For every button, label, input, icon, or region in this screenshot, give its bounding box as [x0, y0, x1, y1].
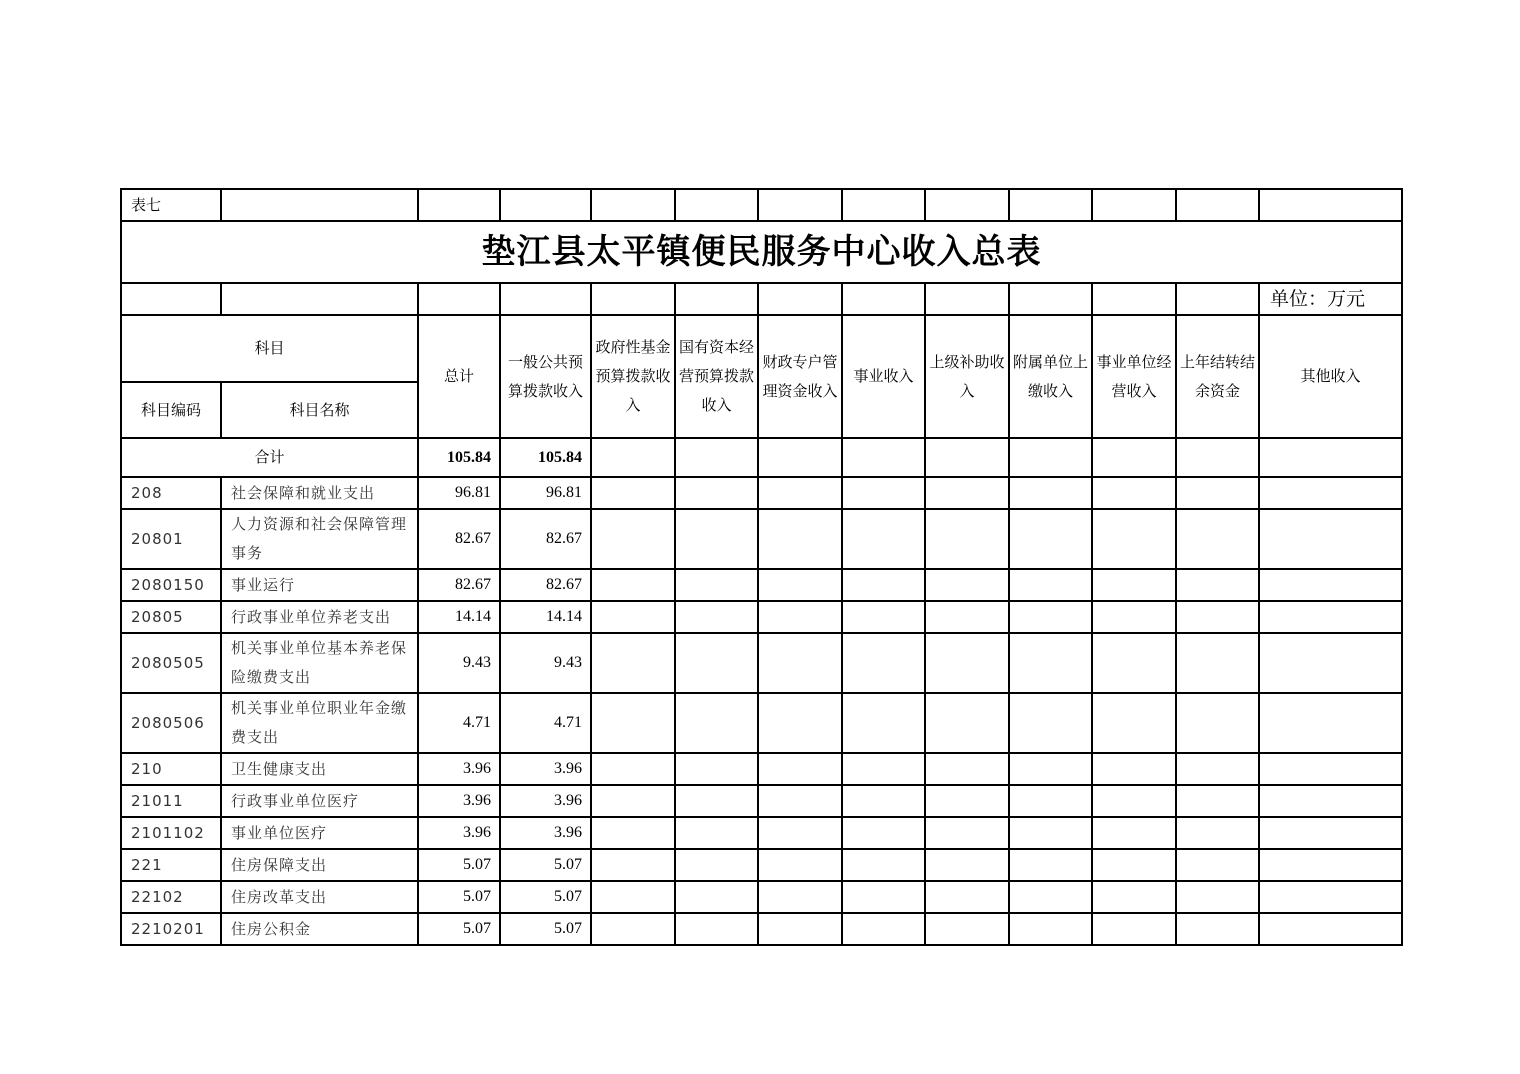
empty-cell — [675, 601, 758, 633]
empty-cell — [1259, 693, 1402, 753]
unit-label: 单位：万元 — [1259, 283, 1402, 315]
table-row — [121, 881, 1402, 913]
empty-cell — [758, 693, 842, 753]
total-value: 3.96 — [418, 753, 500, 785]
header-code: 科目编码 — [121, 382, 221, 438]
empty-cell — [1176, 569, 1259, 601]
empty-cell — [925, 913, 1009, 945]
empty-cell — [1009, 693, 1092, 753]
empty-cell — [1092, 753, 1176, 785]
header-col: 上级补助收入 — [925, 315, 1009, 438]
empty-cell — [925, 785, 1009, 817]
empty-cell — [842, 881, 925, 913]
empty-cell — [1259, 633, 1402, 693]
general-budget-value: 3.96 — [500, 785, 591, 817]
empty-cell — [591, 753, 675, 785]
subject-code: 210 — [121, 753, 221, 785]
empty-cell — [591, 881, 675, 913]
total-value: 14.14 — [418, 601, 500, 633]
empty-cell — [925, 817, 1009, 849]
empty-cell — [591, 633, 675, 693]
empty-cell — [1259, 601, 1402, 633]
empty-cell — [1259, 817, 1402, 849]
subject-name: 住房公积金 — [221, 913, 418, 945]
empty-cell — [1259, 569, 1402, 601]
general-budget-value: 4.71 — [500, 693, 591, 753]
empty-cell — [1176, 693, 1259, 753]
general-budget-value: 96.81 — [500, 477, 591, 509]
empty-cell — [925, 849, 1009, 881]
subject-name: 卫生健康支出 — [221, 753, 418, 785]
empty-cell — [1009, 913, 1092, 945]
header-name: 科目名称 — [221, 382, 418, 438]
general-budget-value: 5.07 — [500, 913, 591, 945]
empty-cell — [1176, 913, 1259, 945]
total-label: 合计 — [121, 438, 418, 477]
empty-cell — [1092, 817, 1176, 849]
empty-cell — [1176, 785, 1259, 817]
header-subject: 科目 — [121, 315, 418, 382]
header-col: 上年结转结余资金 — [1176, 315, 1259, 438]
empty-cell — [1009, 509, 1092, 569]
empty-cell — [925, 509, 1009, 569]
empty-cell — [1259, 849, 1402, 881]
empty-cell — [1092, 849, 1176, 881]
general-budget-value: 5.07 — [500, 849, 591, 881]
empty-cell — [1009, 753, 1092, 785]
empty-cell — [1009, 601, 1092, 633]
empty-cell — [1259, 881, 1402, 913]
subject-name: 事业单位医疗 — [221, 817, 418, 849]
general-budget-value: 82.67 — [500, 509, 591, 569]
empty-cell — [591, 477, 675, 509]
empty-cell — [675, 753, 758, 785]
empty-cell — [1092, 693, 1176, 753]
empty-cell — [842, 633, 925, 693]
total-value: 5.07 — [418, 849, 500, 881]
empty-cell — [758, 849, 842, 881]
empty-cell — [675, 849, 758, 881]
empty-cell — [1176, 753, 1259, 785]
empty-cell — [1176, 633, 1259, 693]
empty-cell — [842, 913, 925, 945]
empty-cell — [591, 569, 675, 601]
subject-name: 事业运行 — [221, 569, 418, 601]
empty-cell — [842, 693, 925, 753]
empty-cell — [591, 913, 675, 945]
empty-cell — [1176, 849, 1259, 881]
subject-name: 行政事业单位养老支出 — [221, 601, 418, 633]
table-label-row — [121, 189, 1402, 221]
empty-cell — [925, 693, 1009, 753]
income-summary-table — [120, 188, 1403, 946]
empty-cell — [925, 753, 1009, 785]
general-budget-value: 9.43 — [500, 633, 591, 693]
empty-cell — [1092, 477, 1176, 509]
empty-cell — [925, 569, 1009, 601]
total-value: 3.96 — [418, 817, 500, 849]
header-row — [121, 315, 1402, 382]
empty-cell — [1259, 753, 1402, 785]
empty-cell — [1009, 849, 1092, 881]
empty-cell — [842, 753, 925, 785]
subject-name: 住房改革支出 — [221, 881, 418, 913]
empty-cell — [675, 569, 758, 601]
empty-cell — [1092, 633, 1176, 693]
subject-code: 20805 — [121, 601, 221, 633]
empty-cell — [1176, 509, 1259, 569]
empty-cell — [591, 693, 675, 753]
empty-cell — [1259, 785, 1402, 817]
title-row — [121, 221, 1402, 283]
table-row — [121, 817, 1402, 849]
subject-code: 22102 — [121, 881, 221, 913]
empty-cell — [925, 601, 1009, 633]
total-value: 3.96 — [418, 785, 500, 817]
total-row — [121, 438, 1402, 477]
empty-cell — [758, 633, 842, 693]
empty-cell — [675, 785, 758, 817]
table-row — [121, 601, 1402, 633]
subject-code: 2080150 — [121, 569, 221, 601]
header-col: 一般公共预算拨款收入 — [500, 315, 591, 438]
empty-cell — [1009, 785, 1092, 817]
table-row — [121, 913, 1402, 945]
general-budget-value: 3.96 — [500, 817, 591, 849]
empty-cell — [758, 913, 842, 945]
empty-cell — [842, 569, 925, 601]
empty-cell — [1176, 881, 1259, 913]
header-col: 事业单位经营收入 — [1092, 315, 1176, 438]
header-col: 国有资本经营预算拨款收入 — [675, 315, 758, 438]
total-value: 96.81 — [418, 477, 500, 509]
subject-name: 机关事业单位基本养老保险缴费支出 — [221, 633, 418, 693]
empty-cell — [758, 601, 842, 633]
empty-cell — [591, 601, 675, 633]
table-row — [121, 785, 1402, 817]
empty-cell — [1092, 881, 1176, 913]
total-general-value: 105.84 — [500, 438, 591, 477]
header-col: 财政专户管理资金收入 — [758, 315, 842, 438]
total-value: 9.43 — [418, 633, 500, 693]
subject-code: 2080505 — [121, 633, 221, 693]
empty-cell — [675, 477, 758, 509]
empty-cell — [842, 509, 925, 569]
header-col: 附属单位上缴收入 — [1009, 315, 1092, 438]
table-row — [121, 477, 1402, 509]
empty-cell — [1259, 509, 1402, 569]
empty-cell — [842, 601, 925, 633]
empty-cell — [1092, 509, 1176, 569]
total-value: 4.71 — [418, 693, 500, 753]
header-col: 其他收入 — [1259, 315, 1402, 438]
subject-code: 21011 — [121, 785, 221, 817]
subject-name: 社会保障和就业支出 — [221, 477, 418, 509]
page-title: 垫江县太平镇便民服务中心收入总表 — [121, 221, 1402, 283]
empty-cell — [925, 633, 1009, 693]
empty-cell — [675, 913, 758, 945]
subject-name: 机关事业单位职业年金缴费支出 — [221, 693, 418, 753]
empty-cell — [1259, 913, 1402, 945]
subject-name: 人力资源和社会保障管理事务 — [221, 509, 418, 569]
empty-cell — [758, 753, 842, 785]
empty-cell — [842, 785, 925, 817]
subject-code: 2101102 — [121, 817, 221, 849]
empty-cell — [591, 849, 675, 881]
empty-cell — [758, 785, 842, 817]
header-col: 事业收入 — [842, 315, 925, 438]
subject-code: 2210201 — [121, 913, 221, 945]
empty-cell — [925, 881, 1009, 913]
empty-cell — [1259, 477, 1402, 509]
subject-code: 2080506 — [121, 693, 221, 753]
header-col: 政府性基金预算拨款收入 — [591, 315, 675, 438]
empty-cell — [842, 817, 925, 849]
empty-cell — [591, 817, 675, 849]
empty-cell — [1092, 569, 1176, 601]
general-budget-value: 14.14 — [500, 601, 591, 633]
table-label: 表七 — [121, 189, 221, 221]
subject-name: 行政事业单位医疗 — [221, 785, 418, 817]
table-row — [121, 693, 1402, 753]
empty-cell — [925, 477, 1009, 509]
empty-cell — [1009, 817, 1092, 849]
empty-cell — [1176, 601, 1259, 633]
empty-cell — [842, 849, 925, 881]
empty-cell — [1176, 817, 1259, 849]
total-value: 82.67 — [418, 509, 500, 569]
subject-name: 住房保障支出 — [221, 849, 418, 881]
table-row — [121, 753, 1402, 785]
empty-cell — [1009, 633, 1092, 693]
total-value: 5.07 — [418, 913, 500, 945]
subject-code: 208 — [121, 477, 221, 509]
empty-cell — [675, 509, 758, 569]
total-value: 5.07 — [418, 881, 500, 913]
empty-cell — [758, 817, 842, 849]
empty-cell — [675, 881, 758, 913]
total-value: 82.67 — [418, 569, 500, 601]
empty-cell — [1092, 601, 1176, 633]
empty-cell — [1009, 477, 1092, 509]
empty-cell — [842, 477, 925, 509]
empty-cell — [758, 569, 842, 601]
header-col: 总计 — [418, 315, 500, 438]
general-budget-value: 3.96 — [500, 753, 591, 785]
empty-cell — [1009, 569, 1092, 601]
empty-cell — [758, 477, 842, 509]
unit-row — [121, 283, 1402, 315]
empty-cell — [1009, 881, 1092, 913]
table-row — [121, 509, 1402, 569]
empty-cell — [758, 881, 842, 913]
general-budget-value: 5.07 — [500, 881, 591, 913]
subject-code: 20801 — [121, 509, 221, 569]
empty-cell — [1092, 785, 1176, 817]
empty-cell — [758, 509, 842, 569]
empty-cell — [675, 633, 758, 693]
total-value: 105.84 — [418, 438, 500, 477]
table-row — [121, 633, 1402, 693]
empty-cell — [1092, 913, 1176, 945]
empty-cell — [591, 785, 675, 817]
table-row — [121, 849, 1402, 881]
empty-cell — [675, 693, 758, 753]
empty-cell — [675, 817, 758, 849]
general-budget-value: 82.67 — [500, 569, 591, 601]
subject-code: 221 — [121, 849, 221, 881]
empty-cell — [591, 509, 675, 569]
table-row — [121, 569, 1402, 601]
empty-cell — [1176, 477, 1259, 509]
